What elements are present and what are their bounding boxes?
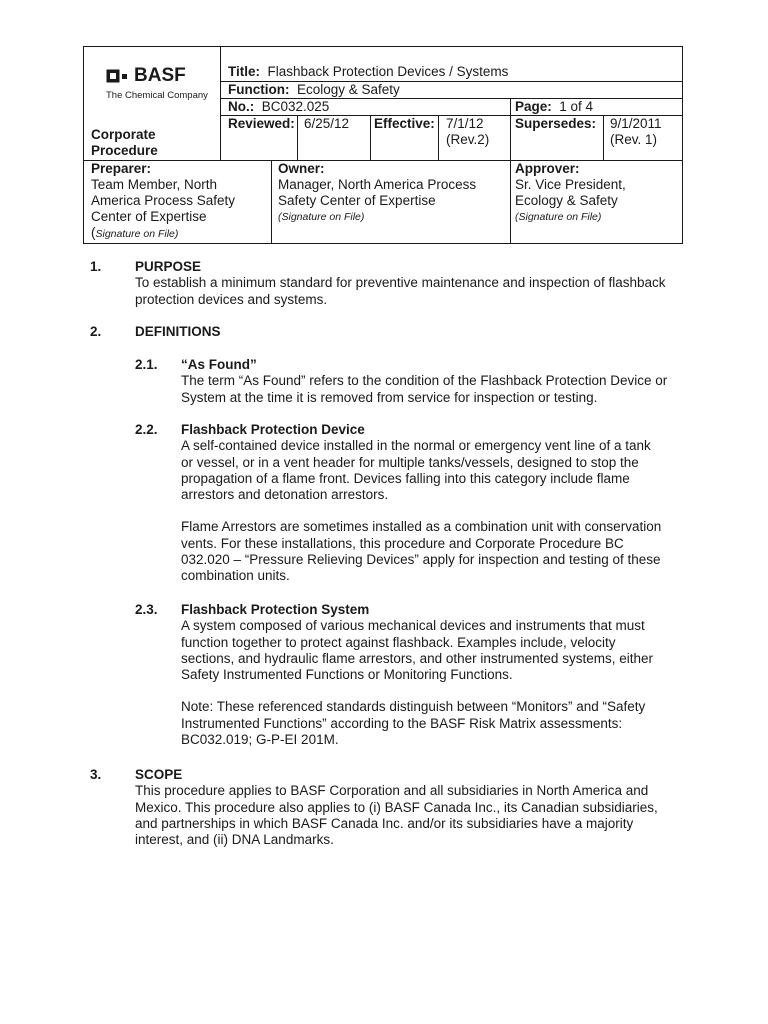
reviewed-label: Reviewed:	[228, 116, 295, 131]
function-field: Function: Ecology & Safety	[228, 82, 400, 97]
title-field: Title: Flashback Protection Devices / Systems	[228, 64, 509, 79]
effective-value: 7/1/12 (Rev.2)	[446, 116, 490, 147]
section-number: 3.	[90, 767, 102, 782]
section-heading: DEFINITIONS	[135, 324, 221, 339]
subsection-number: 2.3.	[135, 602, 158, 617]
subsection-number: 2.1.	[135, 357, 158, 372]
section-heading: PURPOSE	[135, 259, 202, 274]
approver-signature: (Signature on File)	[515, 211, 602, 223]
logo-wordmark: BASF	[134, 65, 186, 86]
owner-signature: (Signature on File)	[278, 211, 365, 223]
basf-logo-icon	[106, 69, 132, 83]
basf-logo	[106, 65, 208, 101]
approver-cell: Approver: Sr. Vice President, Ecology & Safety (Signature on File)	[515, 161, 626, 223]
subsection-number: 2.2.	[135, 422, 158, 437]
reviewed-value: 6/25/12	[304, 116, 350, 131]
logo-tagline: The Chemical Company	[106, 90, 208, 101]
definition-as-found: “As Found” The term “As Found” refers to the condition of the Flashback Protection Device or System at the time it is removed from service for inspection or testing.	[181, 357, 668, 405]
page-field: Page: 1 of 4	[515, 99, 594, 114]
preparer-signature: Signature on File)	[95, 228, 179, 240]
supersedes-label: Supersedes:	[515, 116, 597, 131]
section-heading: SCOPE	[135, 767, 183, 782]
definition-flashback-device: Flashback Protection Device A self-contained device installed in the normal or emergency vent line of a tank or vessel, or in a vent header for multiple tanks/vessels, designed to stop the propagation of a flame front. Devices falling into this category include flame arrestors and detonation arrestors. Flame Arrestors are sometimes installed as a combination unit with conservation vents. For these installations, this procedure and Corporate Procedure BC 032.020 – “Pressure Relieving Devices” apply for inspection and testing of these combination units.	[181, 422, 662, 584]
corporate-procedure: Corporate Procedure	[91, 127, 158, 158]
effective-label: Effective:	[374, 116, 435, 131]
owner-cell: Owner: Manager, North America Process Safety Center of Expertise (Signature on File)	[278, 161, 477, 223]
definition-flashback-system: Flashback Protection System A system composed of various mechanical devices and instruments that must function together to protect against flashback. Examples include, velocity sections, and hydraulic flame arrestors, and other instrumented systems, either Safety Instrumented Functions or Monitoring Functions. Note: These referenced standards distinguish between “Monitors” and “Safety Instrumented Functions” according to the BASF Risk Matrix assessments: BC032.019; G-P-EI 201M.	[181, 602, 653, 748]
supersedes-value: 9/1/2011 (Rev. 1)	[610, 116, 662, 147]
section-scope: SCOPE This procedure applies to BASF Corporation and all subsidiaries in North America and Mexico. This procedure also applies to (i) BASF Canada Inc., its Canadian subsidiaries, and partnerships in which BASF Canada Inc. and/or its subsidiaries have a majority interest, and (ii) DNA Landmarks.	[135, 767, 700, 848]
section-number: 2.	[90, 324, 102, 339]
header-table	[83, 46, 683, 244]
preparer-cell: Preparer: Team Member, North America Process Safety Center of Expertise (Signature on File)	[91, 161, 236, 240]
section-number: 1.	[90, 259, 102, 274]
title-value: Flashback Protection Devices / Systems	[267, 64, 509, 79]
number-field: No.: BC032.025	[228, 99, 330, 114]
section-purpose: PURPOSE To establish a minimum standard for preventive maintenance and inspection of flashback protection devices and systems.	[135, 259, 695, 308]
